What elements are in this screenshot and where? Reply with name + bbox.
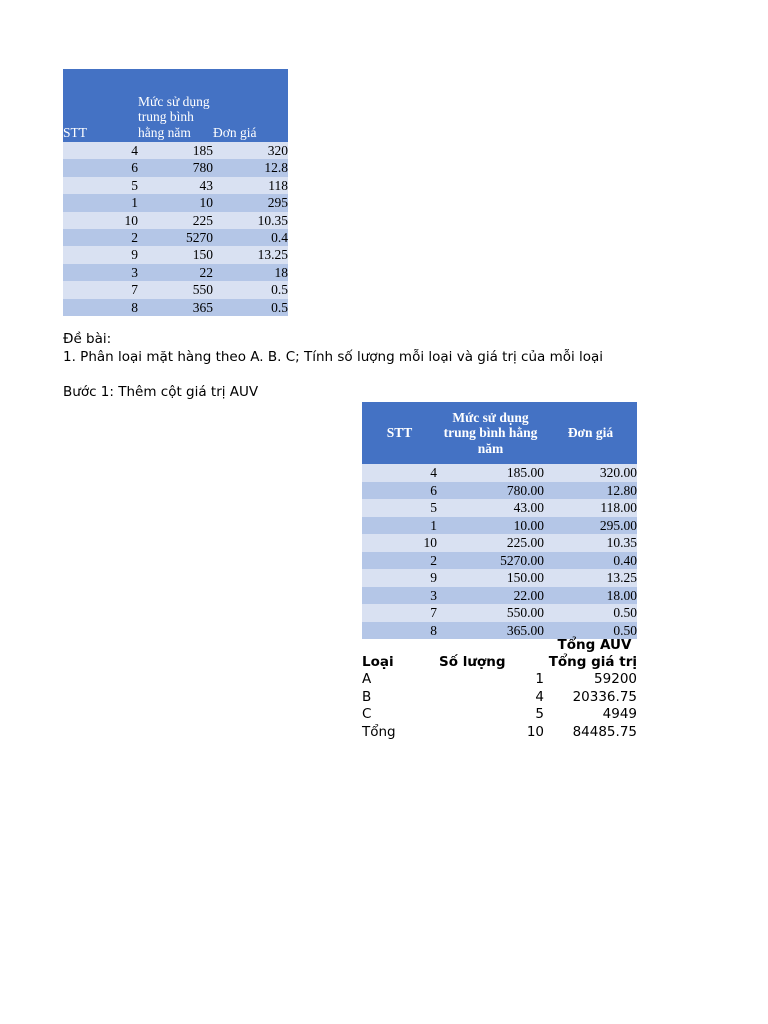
table-row [362,499,637,517]
table-cell[interactable]: 4 [535,688,544,705]
table-cell[interactable]: 13.25 [544,569,637,587]
table-body [362,464,637,639]
table-cell[interactable]: 550 [138,281,213,298]
table-header-row [63,69,288,142]
table-cell[interactable]: 6 [362,482,437,500]
table-cell[interactable]: 295.00 [544,517,637,535]
table-cell[interactable]: 0.4 [213,229,288,246]
table-cell[interactable]: 5270 [138,229,213,246]
table-cell[interactable]: 12.8 [213,159,288,176]
header-unit-price: Đơn giá [213,69,288,142]
table-cell[interactable]: 780.00 [437,482,544,500]
table-row [362,464,637,482]
summary-table [362,637,637,741]
table-cell[interactable]: 2 [362,552,437,570]
header-stt: STT [362,402,437,464]
table-cell[interactable]: 12.80 [544,482,637,500]
summary-body [362,671,637,741]
table-cell[interactable]: 1 [362,517,437,535]
table-cell[interactable]: 9 [63,246,138,263]
table-row [63,142,288,159]
table-cell[interactable]: 18 [213,264,288,281]
header-count: Số lượng [439,654,506,670]
table-cell[interactable]: A [362,671,372,687]
table-cell[interactable]: 0.40 [544,552,637,570]
table-cell[interactable]: 5270.00 [437,552,544,570]
table-cell[interactable]: 2 [63,229,138,246]
table-cell[interactable]: 0.5 [213,299,288,316]
step-1-text: Bước 1: Thêm cột giá trị AUV [63,384,259,400]
table-cell[interactable]: 320 [213,142,288,159]
header-type: Loại [362,654,394,670]
table-cell[interactable]: 10.35 [213,212,288,229]
table-row [362,671,637,689]
table-row [63,246,288,263]
table-cell[interactable]: 185 [138,142,213,159]
table-row [362,552,637,570]
data-table-raw [63,69,288,316]
table-cell[interactable]: 22.00 [437,587,544,605]
table-cell[interactable]: 43.00 [437,499,544,517]
data-table-formatted [362,402,637,639]
table-cell[interactable]: 365 [138,299,213,316]
table-cell[interactable]: 22 [138,264,213,281]
table-row [63,177,288,194]
table-row [362,482,637,500]
header-total-auv: Tổng AUV [557,637,632,653]
table-cell[interactable]: Tổng [362,723,396,740]
table-cell[interactable]: 4949 [602,706,637,723]
table-row [362,534,637,552]
table-cell[interactable]: 7 [362,604,437,622]
problem-heading: Đề bài: [63,331,112,347]
table-cell[interactable]: 0.50 [544,604,637,622]
table-row [362,604,637,622]
table-cell[interactable]: 0.50 [544,622,637,640]
table-cell[interactable]: 7 [63,281,138,298]
table-cell[interactable]: 84485.75 [572,723,637,740]
header-totals [544,637,637,671]
table-cell[interactable]: 225.00 [437,534,544,552]
table-cell[interactable]: 150 [138,246,213,263]
table-cell[interactable]: 225 [138,212,213,229]
table-cell[interactable]: 10.35 [544,534,637,552]
table-cell[interactable]: 780 [138,159,213,176]
table-row [362,689,637,707]
table-cell[interactable]: 295 [213,194,288,211]
table-cell[interactable]: 185.00 [437,464,544,482]
table-row [362,569,637,587]
table-body [63,142,288,316]
table-cell[interactable]: 4 [63,142,138,159]
table-cell[interactable]: 3 [63,264,138,281]
table-row [362,724,637,742]
table-cell[interactable]: 365.00 [437,622,544,640]
table-header-row [362,402,637,464]
table-cell[interactable]: 150.00 [437,569,544,587]
table-cell[interactable]: 10 [63,212,138,229]
table-cell[interactable]: 10.00 [437,517,544,535]
table-cell[interactable]: 118 [213,177,288,194]
table-cell[interactable]: 10 [138,194,213,211]
table-cell[interactable]: 320.00 [544,464,637,482]
table-cell[interactable]: 6 [63,159,138,176]
table-cell[interactable]: 10 [362,534,437,552]
table-cell[interactable]: 5 [362,499,437,517]
table-cell[interactable]: 3 [362,587,437,605]
table-row [362,706,637,724]
table-row [63,212,288,229]
summary-header-row [362,637,637,671]
table-row [63,299,288,316]
table-row [63,264,288,281]
table-row [63,281,288,298]
table-cell[interactable]: 4 [362,464,437,482]
table-cell[interactable]: 5 [535,706,544,723]
header-unit-price: Đơn giá [544,402,637,464]
header-usage: Mức sử dụng trung bình hằng năm [138,69,213,142]
table-cell[interactable]: 0.5 [213,281,288,298]
header-usage: Mức sử dụng trung bình hằng năm [437,402,544,464]
header-total-value: Tổng giá trị [548,654,637,670]
table-cell[interactable]: 1 [535,671,544,687]
table-cell[interactable]: C [362,706,372,723]
problem-item-1: 1. Phân loại mặt hàng theo A. B. C; Tính số lượng mỗi loại và giá trị của mỗi loại [63,349,604,365]
table-cell[interactable]: 8 [362,622,437,640]
table-cell[interactable]: 9 [362,569,437,587]
table-cell[interactable]: 18.00 [544,587,637,605]
table-row [63,159,288,176]
table-row [362,587,637,605]
table-cell[interactable]: 8 [63,299,138,316]
table-cell[interactable]: 1 [63,194,138,211]
header-stt: STT [63,69,138,142]
table-cell[interactable]: 59200 [594,671,637,687]
table-cell[interactable]: 5 [63,177,138,194]
table-row [63,194,288,211]
table-cell[interactable]: 43 [138,177,213,194]
table-cell[interactable]: 10 [526,723,544,740]
table-cell[interactable]: B [362,688,372,705]
table-cell[interactable]: 13.25 [213,246,288,263]
table-row [63,229,288,246]
table-cell[interactable]: 118.00 [544,499,637,517]
table-cell[interactable]: 550.00 [437,604,544,622]
table-cell[interactable]: 20336.75 [572,688,637,705]
table-row [362,517,637,535]
